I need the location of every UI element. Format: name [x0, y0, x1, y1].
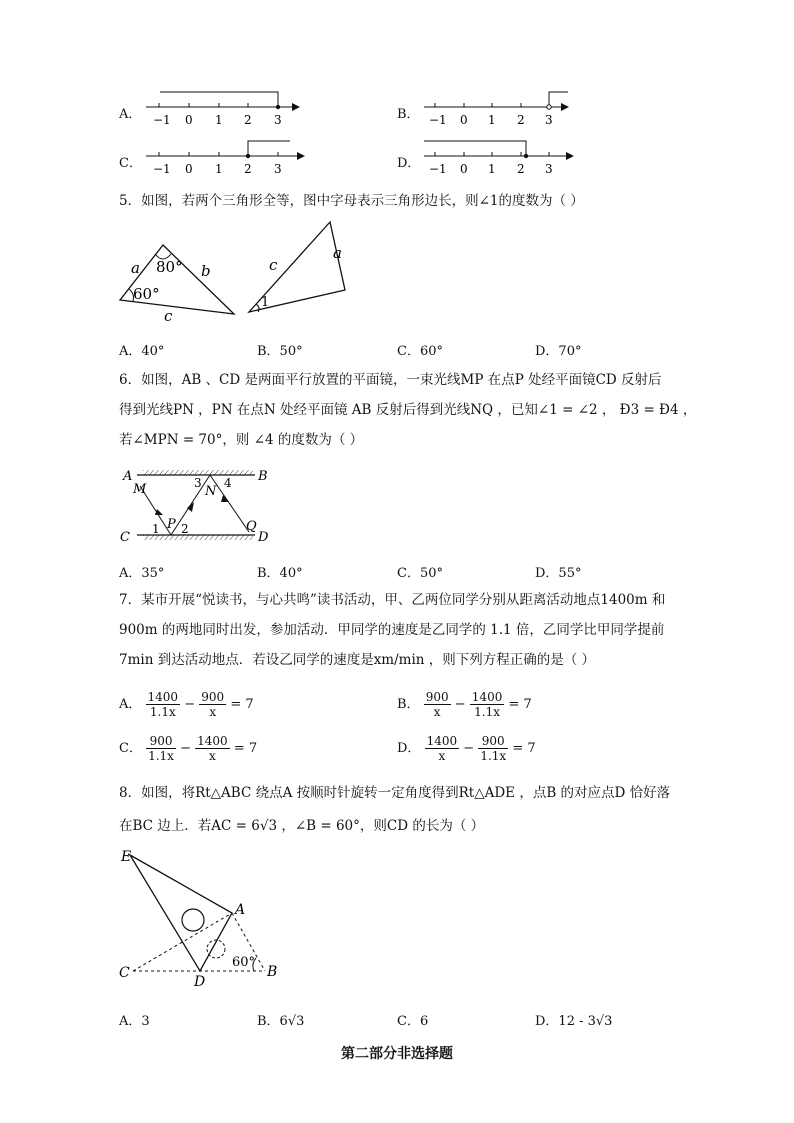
svg-text:1: 1 — [488, 162, 496, 176]
q4-option-c-letter: C． — [119, 156, 142, 171]
svg-text:2: 2 — [517, 113, 525, 127]
q7-option-c: C． $\frac{900}{1.1x}$ − $\frac{1400}{x}$ = 7 — [119, 734, 258, 763]
q6-option-b: B．40° — [257, 566, 303, 581]
svg-text:E: E — [121, 849, 132, 865]
q4-option-d-letter: D． — [397, 156, 421, 171]
q4-number-line-d — [418, 137, 588, 177]
q5-option-b: B．50° — [257, 344, 303, 359]
q8-option-b: B．6√3 — [257, 1014, 305, 1029]
q8-option-d: D．12 - 3√3 — [535, 1014, 613, 1029]
q5-text: 5．如图，若两个三角形全等，图中字母表示三角形边长，则∠1的度数为（ ） — [119, 193, 584, 209]
svg-text:3: 3 — [274, 113, 282, 127]
q4-number-line-b — [418, 88, 588, 128]
svg-text:a: a — [333, 244, 342, 262]
q6-option-d: D．55° — [535, 566, 582, 581]
svg-text:4: 4 — [224, 476, 232, 490]
q8-line1: 8．如图，将Rt△ABC 绕点A 按顺时针旋转一定角度得到Rt△ADE ，点B 的对应点D 恰好落 — [119, 785, 671, 801]
svg-text:Q: Q — [246, 519, 257, 534]
svg-text:0: 0 — [460, 113, 468, 127]
svg-text:1: 1 — [261, 295, 270, 310]
svg-text:1: 1 — [488, 113, 496, 127]
svg-text:A: A — [123, 469, 133, 484]
svg-text:C: C — [119, 965, 130, 981]
section-title: 第二部分非选择题 — [341, 1046, 453, 1062]
svg-text:1: 1 — [215, 113, 223, 127]
svg-text:0: 0 — [185, 113, 193, 127]
q8-option-a: A．3 — [119, 1014, 150, 1029]
svg-text:a: a — [131, 259, 140, 277]
q8-rotation-figure — [115, 845, 290, 990]
q7-option-a: A． $\frac{1400}{1.1x}$ − $\frac{900}{x}$ = 7 — [119, 690, 254, 719]
q7-line3: 7min 到达活动地点．若设乙同学的速度是xm/min ，则下列方程正确的是（ ） — [119, 652, 596, 668]
q7-option-b: B． $\frac{900}{x}$ − $\frac{1400}{1.1x}$ = 7 — [397, 690, 532, 719]
q8-line2: 在BC 边上．若AC = 6√3 ，∠B = 60°，则CD 的长为（ ） — [119, 818, 485, 834]
svg-text:N: N — [205, 484, 217, 499]
svg-text:B: B — [258, 469, 268, 484]
q6-option-a: A．35° — [119, 566, 165, 581]
svg-text:−1: −1 — [153, 162, 171, 176]
q5-option-d: D．70° — [535, 344, 582, 359]
q5-figure — [115, 218, 355, 324]
q5-option-a: A．40° — [119, 344, 165, 359]
svg-text:A: A — [235, 902, 246, 918]
svg-text:2: 2 — [244, 162, 252, 176]
svg-text:60°: 60° — [133, 285, 160, 303]
svg-text:2: 2 — [517, 162, 525, 176]
svg-text:3: 3 — [194, 476, 202, 490]
svg-text:D: D — [258, 530, 269, 545]
q4-option-b-letter: B． — [397, 107, 420, 122]
svg-text:3: 3 — [545, 162, 553, 176]
svg-text:−1: −1 — [429, 162, 447, 176]
q5-option-c: C．60° — [397, 344, 443, 359]
q8-option-c: C．6 — [397, 1014, 429, 1029]
svg-text:2: 2 — [181, 522, 189, 536]
q4-option-a-letter: A． — [119, 107, 142, 122]
svg-text:c: c — [164, 307, 173, 324]
svg-text:0: 0 — [460, 162, 468, 176]
svg-text:b: b — [201, 262, 211, 280]
svg-text:1: 1 — [215, 162, 223, 176]
svg-text:1: 1 — [152, 522, 160, 536]
q6-line2: 得到光线PN ，PN 在点N 处经平面镜 AB 反射后得到光线NQ ，已知∠1 = ∠2 ， Ð3 = Ð4 ， — [119, 402, 697, 418]
svg-text:B: B — [267, 964, 278, 980]
q6-option-c: C．50° — [397, 566, 443, 581]
q4-number-line-a — [140, 88, 310, 128]
svg-text:c: c — [269, 256, 278, 274]
q6-line3: 若∠MPN = 70°，则 ∠4 的度数为（ ） — [119, 432, 364, 448]
svg-text:−1: −1 — [429, 113, 447, 127]
svg-text:D: D — [194, 974, 206, 990]
svg-text:80°: 80° — [156, 258, 183, 276]
svg-text:60°: 60° — [232, 955, 256, 970]
q7-line2: 900m 的两地同时出发，参加活动．甲同学的速度是乙同学的 1.1 倍，乙同学比甲同学提前 — [119, 622, 665, 638]
svg-text:0: 0 — [185, 162, 193, 176]
svg-text:P: P — [167, 517, 176, 532]
q7-option-d: D． $\frac{1400}{x}$ − $\frac{900}{1.1x}$ = 7 — [397, 734, 536, 763]
q6-mirror-figure — [115, 462, 280, 548]
svg-text:3: 3 — [545, 113, 553, 127]
svg-text:2: 2 — [244, 113, 252, 127]
svg-text:C: C — [120, 530, 130, 545]
svg-text:−1: −1 — [153, 113, 171, 127]
q7-line1: 7．某市开展“悦读书，与心共鸣”读书活动，甲、乙两位同学分别从距离活动地点1400m 和 — [119, 592, 666, 608]
svg-text:M: M — [133, 482, 147, 497]
svg-text:3: 3 — [274, 162, 282, 176]
q6-line1: 6．如图，AB 、CD 是两面平行放置的平面镜，一束光线MP 在点P 处经平面镜CD 反射后 — [119, 372, 662, 388]
q4-number-line-c — [140, 137, 310, 177]
